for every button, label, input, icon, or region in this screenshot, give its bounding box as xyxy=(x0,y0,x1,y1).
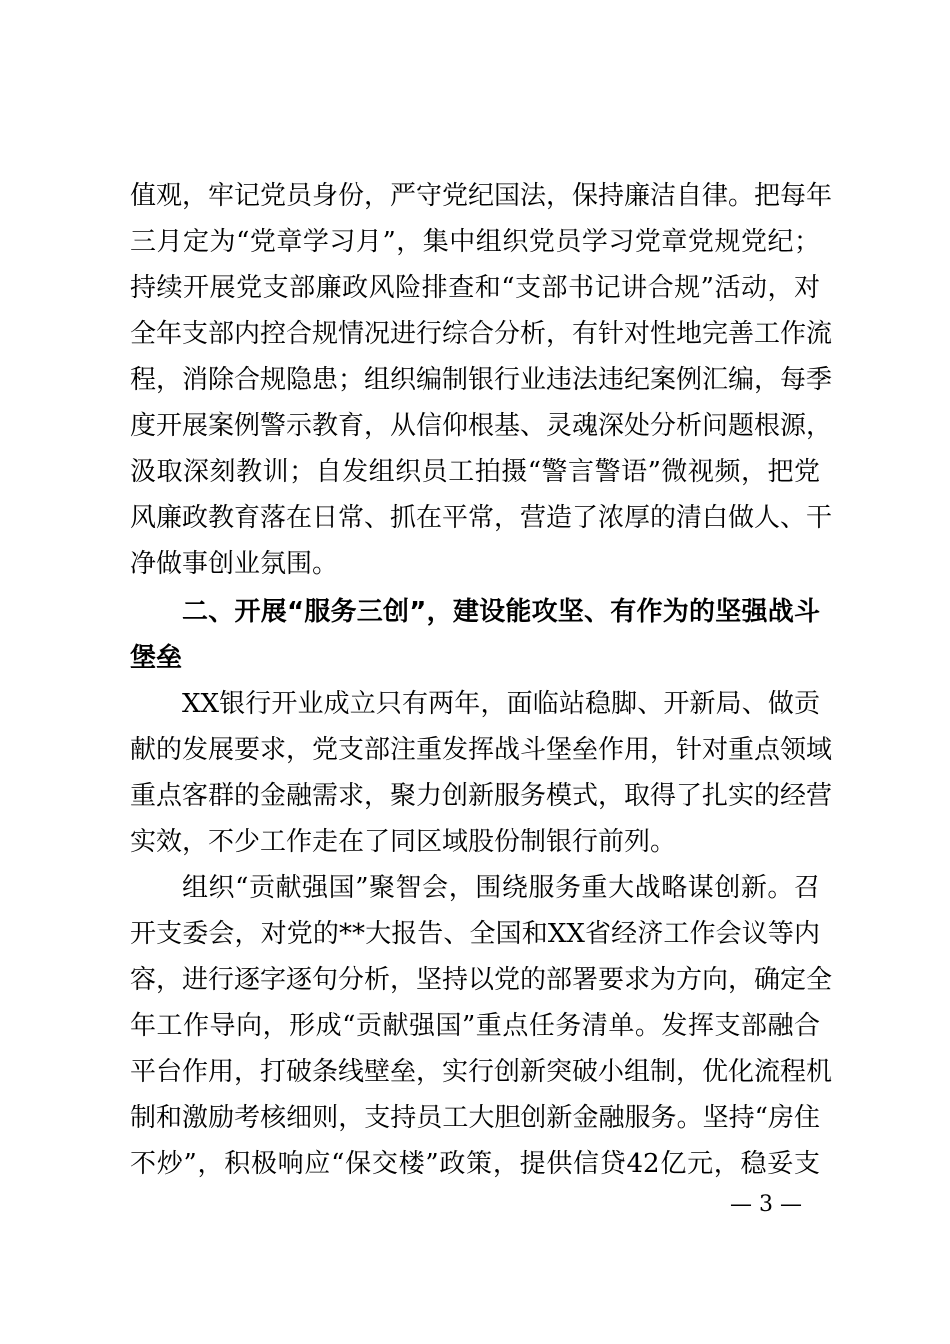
paragraph-3-line-4: 年工作导向，形成“贡献强国”重点任务清单。发挥支部融合 xyxy=(130,1011,820,1041)
paragraph-3-line-2: 开支委会，对党的**大报告、全国和XX省经济工作会议等内 xyxy=(130,919,820,949)
paragraph-1-line-8: 风廉政教育落在日常、抓在平常，营造了浓厚的清白做人、干 xyxy=(130,503,833,533)
paragraph-2-line-3: 重点客群的金融需求，聚力创新服务模式，取得了扎实的经营 xyxy=(130,781,833,811)
paragraph-3-line-5: 平台作用，打破条线壁垒，实行创新突破小组制，优化流程机 xyxy=(130,1057,833,1087)
paragraph-1-line-4: 全年支部内控合规情况进行综合分析，有针对性地完善工作流 xyxy=(130,319,833,349)
paragraph-3-line-6: 制和激励考核细则，支持员工大胆创新金融服务。坚持“房住 xyxy=(130,1103,820,1133)
paragraph-1-line-5: 程，消除合规隐患；组织编制银行业违法违纪案例汇编，每季 xyxy=(130,365,833,395)
paragraph-1-line-2: 三月定为“党章学习月”，集中组织党员学习党章党规党纪； xyxy=(130,227,820,257)
paragraph-1-line-3: 持续开展党支部廉政风险排查和“支部书记讲合规”活动，对 xyxy=(130,273,820,303)
paragraph-1-line-9: 净做事创业氛围。 xyxy=(130,549,339,579)
paragraph-3-line-1: 组织“贡献强国”聚智会，围绕服务重大战略谋创新。召 xyxy=(182,873,820,903)
paragraph-2-line-1: XX银行开业成立只有两年，面临站稳脚、开新局、做贡 xyxy=(182,689,820,719)
paragraph-1-line-6: 度开展案例警示教育，从信仰根基、灵魂深处分析问题根源， xyxy=(130,411,833,441)
paragraph-3-line-7: 不炒”，积极响应“保交楼”政策，提供信贷42亿元，稳妥支 xyxy=(130,1149,820,1179)
paragraph-3-line-3: 容，进行逐字逐句分析，坚持以党的部署要求为方向，确定全 xyxy=(130,965,833,995)
page-number: — 3 — xyxy=(730,1192,802,1217)
section-heading-line-1: 二、开展“服务三创”，建设能攻坚、有作为的坚强战斗 xyxy=(182,597,820,627)
paragraph-2-line-2: 献的发展要求，党支部注重发挥战斗堡垒作用，针对重点领域 xyxy=(130,735,833,765)
section-heading-line-2: 堡垒 xyxy=(130,643,183,673)
paragraph-1-line-7: 汲取深刻教训；自发组织员工拍摄“警言警语”微视频，把党 xyxy=(130,457,820,487)
paragraph-1-line-1: 值观，牢记党员身份，严守党纪国法，保持廉洁自律。把每年 xyxy=(130,181,833,211)
paragraph-2-line-4: 实效，不少工作走在了同区域股份制银行前列。 xyxy=(130,827,677,857)
